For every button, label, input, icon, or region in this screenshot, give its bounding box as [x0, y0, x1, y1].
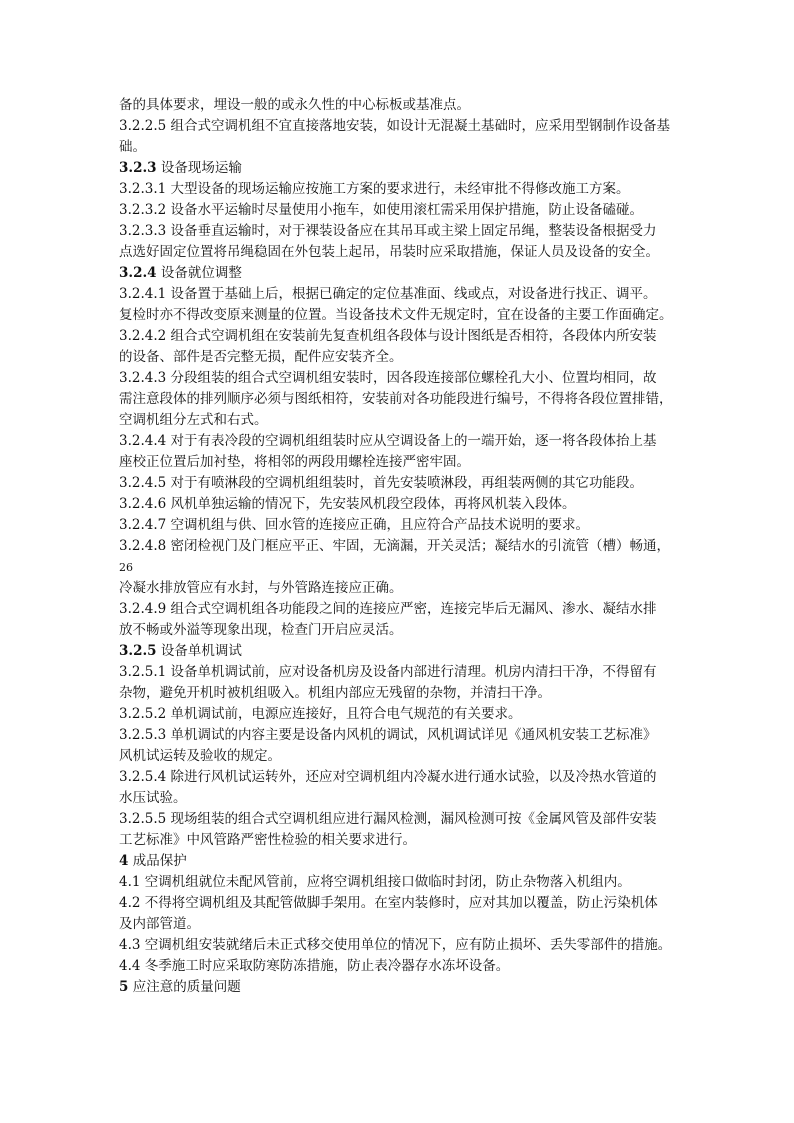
paragraph-line: 及内部管道。	[119, 916, 200, 932]
paragraph-line: 3.2.4.1 设备置于基础上后，根据已确定的定位基准面、线或点，对设备进行找正、调平。	[119, 286, 657, 302]
paragraph-line: 3.2.5.1 设备单机调试前，应对设备机房及设备内部进行清理。机房内清扫干净，不得留有	[119, 664, 657, 680]
section-number: 3.2.4	[119, 265, 157, 281]
paragraph-line: 3.2.5.2 单机调试前，电源应连接好，且符合电气规范的有关要求。	[119, 706, 522, 722]
paragraph-line: 3.2.4.5 对于有喷淋段的空调机组组装时，首先安装喷淋段，再组装两侧的其它功能段。	[119, 475, 644, 491]
paragraph-line: 3.2.3.1 大型设备的现场运输应按施工方案的要求进行，未经审批不得修改施工方案。	[119, 181, 630, 197]
paragraph-line: 复检时亦不得改变原来测量的位置。当设备技术文件无规定时，宜在设备的主要工作面确定。	[119, 307, 673, 323]
paragraph-line: 3.2.3.3 设备垂直运输时，对于裸装设备应在其吊耳或主梁上固定吊绳，整装设备根据受力	[119, 223, 657, 239]
paragraph-line: 3.2.4.6 风机单独运输的情况下，先安装风机段空段体，再将风机装入段体。	[119, 496, 576, 512]
section-title: 设备单机调试	[160, 643, 242, 659]
section-heading-5	[119, 977, 679, 998]
section-number: 3.2.5	[119, 643, 157, 659]
paragraph-line: 风机试运转及验收的规定。	[119, 748, 281, 764]
paragraph-line: 空调机组分左式和右式。	[119, 412, 268, 428]
paragraph-line: 3.2.2.5 组合式空调机组不宜直接落地安装，如设计无混凝土基础时，应采用型钢制作设备基	[119, 118, 671, 134]
section-heading-3-2-4	[119, 263, 679, 284]
paragraph-line: 的设备、部件是否完整无损，配件应安装齐全。	[119, 349, 403, 365]
section-number: 3.2.3	[119, 160, 157, 176]
paragraph-line: 4.1 空调机组就位未配风管前，应将空调机组接口做临时封闭，防止杂物落入机组内。	[119, 874, 631, 890]
document-body	[119, 95, 679, 998]
paragraph-line: 3.2.4.3 分段组装的组合式空调机组安装时，因各段连接部位螺栓孔大小、位置均相同，故	[119, 370, 657, 386]
paragraph-line: 工艺标准》中风管路严密性检验的相关要求进行。	[119, 832, 416, 848]
section-title: 应注意的质量问题	[132, 979, 241, 995]
section-title: 设备就位调整	[160, 265, 242, 281]
paragraph-line: 3.2.4.2 组合式空调机组在安装前先复查机组各段体与设计图纸是否相符，各段体内所安装	[119, 328, 657, 344]
paragraph-line: 4.2 不得将空调机组及其配管做脚手架用。在室内装修时，应对其加以覆盖，防止污染机体	[119, 895, 658, 911]
paragraph-line: 放不畅或外溢等现象出现，检查门开启应灵活。	[119, 622, 403, 638]
section-number: 5	[119, 979, 129, 995]
paragraph-line: 杂物，避免开机时被机组吸入。机组内部应无残留的杂物，并清扫干净。	[119, 685, 551, 701]
section-heading-3-2-3	[119, 158, 679, 179]
paragraph-line: 冷凝水排放管应有水封，与外管路连接应正确。	[119, 580, 403, 596]
paragraph-line: 4.4 冬季施工时应采取防寒防冻措施，防止表冷器存水冻坏设备。	[119, 958, 510, 974]
paragraph-line: 3.2.4.7 空调机组与供、回水管的连接应正确，且应符合产品技术说明的要求。	[119, 517, 590, 533]
paragraph-line: 3.2.4.9 组合式空调机组各功能段之间的连接应严密，连接完毕后无漏风、渗水、凝结水排	[119, 601, 657, 617]
section-title: 设备现场运输	[160, 160, 242, 176]
paragraph-line: 3.2.5.5 现场组装的组合式空调机组应进行漏风检测，漏风检测可按《金属风管及部件安装	[119, 811, 657, 827]
section-heading-4	[119, 851, 679, 872]
paragraph-line: 3.2.5.3 单机调试的内容主要是设备内风机的调试，风机调试详见《通风机安装工艺标准》	[119, 727, 657, 743]
paragraph-line: 3.2.3.2 设备水平运输时尽量使用小拖车，如使用滚杠需采用保护措施，防止设备磕碰。	[119, 202, 644, 218]
paragraph-line: 3.2.4.8 密闭检视门及门框应平正、牢固，无滴漏，开关灵活；凝结水的引流管（槽）畅通，	[119, 538, 671, 554]
paragraph-line: 需注意段体的排列顺序必须与图纸相符，安装前对各功能段进行编号，不得将各段位置排错，	[119, 391, 673, 407]
paragraph-line: 4.3 空调机组安装就绪后未正式移交使用单位的情况下，应有防止损坏、丢失零部件的措施。	[119, 937, 672, 953]
section-number: 4	[119, 853, 129, 869]
paragraph-line: 水压试验。	[119, 790, 187, 806]
paragraph-line: 点选好固定位置将吊绳稳固在外包装上起吊，吊装时应采取措施，保证人员及设备的安全。	[119, 244, 659, 260]
paragraph-line: 3.2.4.4 对于有表冷段的空调机组组装时应从空调设备上的一端开始，逐一将各段体抬上基	[119, 433, 657, 449]
paragraph-line: 座校正位置后加衬垫，将相邻的两段用螺栓连接严密牢固。	[119, 454, 470, 470]
paragraph-line: 备的具体要求，埋设一般的或永久性的中心标板或基准点。	[119, 97, 470, 113]
section-heading-3-2-5	[119, 641, 679, 662]
paragraph-line: 础。	[119, 139, 146, 155]
section-title: 成品保护	[132, 853, 187, 869]
page-number: 26	[119, 561, 133, 574]
paragraph-line: 3.2.5.4 除进行风机试运转外，还应对空调机组内冷凝水进行通水试验，以及冷热水管道的	[119, 769, 657, 785]
